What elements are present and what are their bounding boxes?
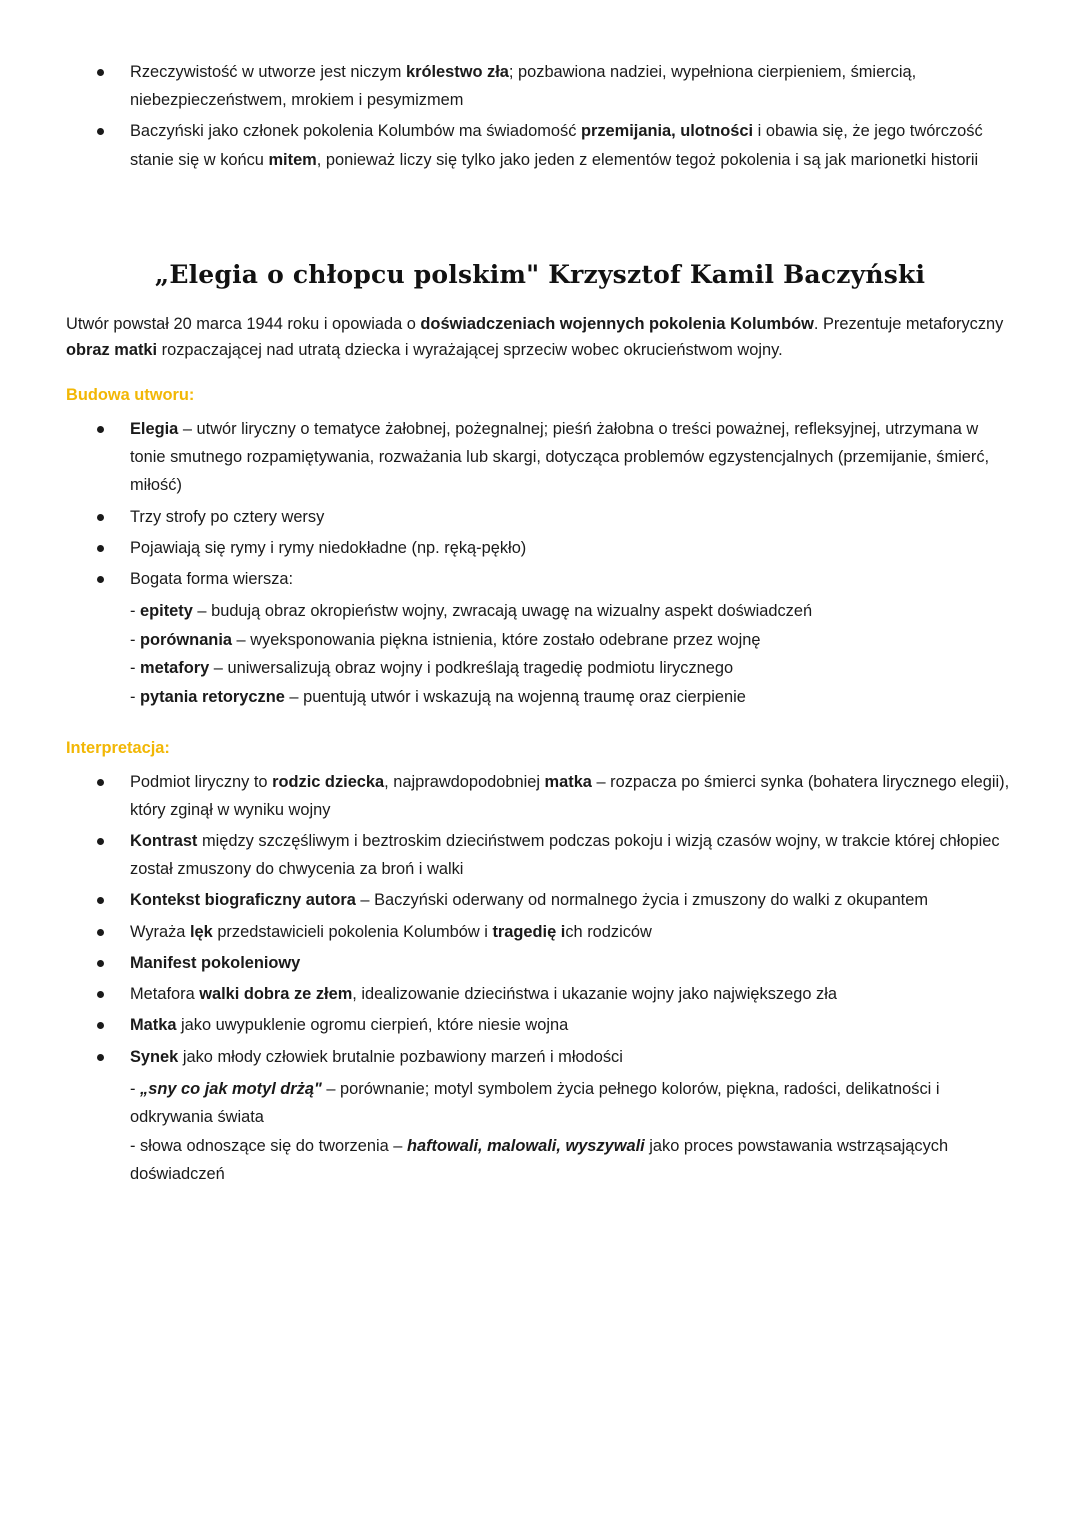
list-item [66,117,1014,173]
list-item-text [130,508,324,526]
list-item-text [130,985,837,1003]
list-item-text [130,420,989,494]
text-run: jako młody człowiek brutalnie pozbawiony marzeń i młodości [178,1047,623,1066]
list-item-text [130,539,526,557]
sub-line-group [130,597,1014,711]
list-item-text [130,891,928,909]
emphasis-bold: walki dobra ze złem [199,985,353,1004]
emphasis-bold: matka [544,772,592,791]
sub-line [130,1132,1014,1189]
text-run: Rzeczywistość w utworze jest niczym [130,63,406,81]
sub-line [130,683,1014,712]
section-bullet-list [66,415,1014,712]
emphasis-bold: Manifest pokoleniowy [130,953,301,972]
list-item [66,565,1014,711]
emphasis-bold: Synek [130,1047,179,1066]
text-run: ; pozbawiona nadziei, wypełniona cierpieniem, śmiercią, niebezpieczeństwem, mrokiem i pesymizmem [130,63,917,110]
list-item [66,827,1014,883]
text-run: – porównanie; motyl symbolem życia pełnego kolorów, piękna, radości, delikatności i odkrywania świata [130,1079,940,1127]
text-run: - [130,687,141,706]
list-item [66,415,1014,500]
list-item [66,949,1014,977]
list-item-text [130,570,293,588]
sub-line [130,1075,1014,1132]
emphasis-bold: przemijania, ulotności [580,122,754,141]
text-run: - słowa odnoszące się do tworzenia – [130,1136,407,1155]
list-item [66,886,1014,914]
emphasis-bold: rodzic dziecka [272,772,385,791]
text-run: Utwór powstał 20 marca 1944 roku i opowiada o [66,314,421,333]
list-item-text [130,832,1000,878]
list-item-text [130,923,652,941]
text-run: rozpaczającej nad utratą dziecka i wyrażającej sprzeciw wobec okrucieństwom wojny. [157,341,783,360]
text-run: Trzy strofy po cztery wersy [130,507,325,526]
text-run: – utwór liryczny o tematyce żałobnej, pożegnalnej; pieśń żałobna o treści poważnej, refleksyjnej, utrzymana w tonie smutnego rozpamiętywania, rozważania lub skargi, dotycząca problemów egzystencjalnych (przemijanie, śmierć, miłość) [130,420,990,495]
emphasis-bold-italic: haftowali, malowali, wyszywali [406,1136,645,1155]
text-run: – budują obraz okropieństw wojny, zwracają uwagę na wizualny aspekt doświadczeń [192,602,813,621]
list-item-text [130,773,1009,819]
text-run: Podmiot liryczny to [130,772,273,791]
text-run: Metafora [130,985,200,1004]
intro-bullet-list [66,58,1014,174]
text-run: , najprawdopodobniej [384,772,545,791]
sections-container [66,386,1014,1189]
text-run: – puentują utwór i wskazują na wojenną traumę oraz cierpienie [284,687,746,706]
list-item [66,918,1014,946]
spacer [66,715,1014,729]
text-run: , idealizowanie dzieciństwa i ukazanie wojny jako największego zła [352,985,837,1004]
text-run: – rozpacza po śmierci synka (bohatera lirycznego elegii), który zginął w wyniku wojny [130,772,1010,819]
list-item [66,534,1014,562]
emphasis-bold: mitem [268,150,317,169]
list-item [66,58,1014,114]
text-run: – wyeksponowania piękna istnienia, które zostało odebrane przez wojnę [232,630,761,649]
list-item-text [130,1016,568,1034]
emphasis-bold: obraz matki [66,341,158,360]
list-item [66,1043,1014,1189]
emphasis-bold: Kontekst biograficzny autora [130,891,356,910]
text-run: - [130,602,141,621]
emphasis-bold: królestwo zła [405,63,509,81]
emphasis-bold: Elegia [130,420,179,439]
emphasis-bold: lęk [189,922,213,941]
list-item [66,980,1014,1008]
list-item [66,768,1014,824]
text-run: jako uwypuklenie ogromu cierpień, które niesie wojna [176,1016,569,1035]
emphasis-bold: epitety [140,602,193,621]
list-item [66,1011,1014,1039]
sub-line [130,654,1014,683]
sub-line [130,626,1014,655]
emphasis-bold: Kontrast [130,831,198,850]
text-run: - [130,659,141,678]
text-run: Bogata forma wiersza: [130,570,294,589]
text-run: , ponieważ liczy się tylko jako jeden z elementów tegoż pokolenia i są jak marionetki historii [316,150,979,169]
text-run: ch rodziców [565,922,652,941]
text-run: Pojawiają się rymy i rymy niedokładne (np. ręką-pękło) [130,538,527,557]
text-run: Baczyński jako członek pokolenia Kolumbów ma świadomość [130,122,581,141]
list-item-text [130,954,300,972]
text-run: - [130,630,141,649]
section-label: Budowa utworu: [66,386,195,405]
emphasis-bold: Matka [130,1016,177,1035]
list-item-text [130,1048,623,1066]
emphasis-bold: tragedię i [492,922,566,941]
text-run: i obawia się, że jego twórczość stanie się w końcu [130,122,983,169]
emphasis-bold: pytania retoryczne [140,687,285,706]
section-label: Interpretacja: [66,738,170,757]
emphasis-bold-italic: „sny co jak motyl drżą" [140,1079,322,1098]
text-run: przedstawicieli pokolenia Kolumbów i [212,922,493,941]
intro-paragraph [66,311,1014,364]
text-run: jako proces powstawania wstrząsających doświadczeń [130,1136,949,1184]
text-run: – uniwersalizują obraz wojny i podkreślają tragedię podmiotu lirycznego [209,659,734,678]
sub-line [130,597,1014,626]
text-run: . Prezentuje metaforyczny [813,314,1004,333]
text-run: Wyraża [130,922,190,941]
emphasis-bold: metafory [140,659,210,678]
text-run: – Baczyński oderwany od normalnego życia i zmuszony do walki z okupantem [355,891,929,910]
text-run: między szczęśliwym i beztroskim dzieciństwem podczas pokoju i wizją czasów wojny, w trakcie której chłopiec został zmuszony do chwycenia za broń i walki [130,831,1000,879]
text-run: - [130,1079,141,1098]
list-item [66,503,1014,531]
emphasis-bold: doświadczeniach wojennych pokolenia Kolumbów [420,314,814,333]
sub-line-group [130,1075,1014,1189]
section-bullet-list [66,768,1014,1189]
page-title: „Elegia o chłopcu polskim" Krzysztof Kamil Baczyński [154,259,926,289]
emphasis-bold: porównania [140,630,232,649]
